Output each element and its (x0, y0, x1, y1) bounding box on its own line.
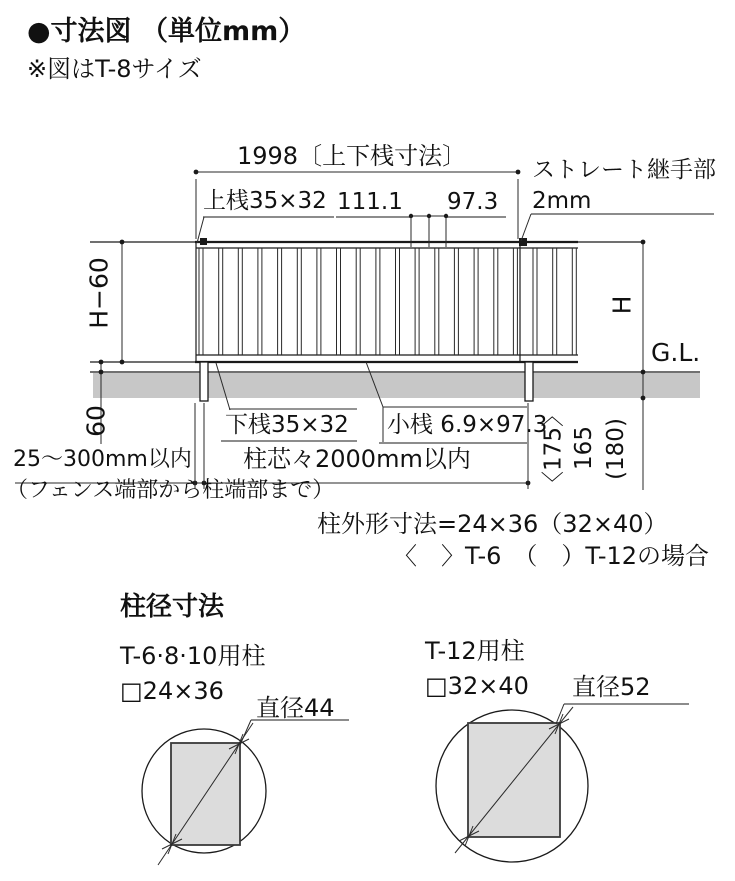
label-ground: G.L. (651, 338, 701, 367)
right-post-circle-diagram (436, 704, 689, 862)
note-end-distance: （フェンス端部から柱端部まで） (6, 478, 335, 503)
fence-panel (90, 238, 643, 362)
right-post-diameter: 直径52 (572, 673, 651, 701)
note-post-size-line1: 柱外形寸法=24×36（32×40） (317, 510, 668, 538)
dim-rail-length: 1998〔上下桟寸法〕 (237, 142, 467, 170)
dim-end-distance: 25～300mm以内 (13, 447, 192, 472)
dim-embed-t8: 165 (571, 426, 597, 470)
label-top-rail: 上桟35×32 (203, 188, 327, 214)
ground-band (93, 373, 700, 398)
left-post-diameter: 直径44 (256, 694, 335, 722)
joint-marker-right (519, 238, 527, 246)
left-post-title: T-6·8·10用柱 (120, 642, 266, 670)
page-title: ●寸法図 （単位mm） (27, 16, 306, 47)
label-bottom-rail: 下桟35×32 (225, 412, 349, 438)
right-post-title: T-12用柱 (425, 637, 525, 665)
dim-clearance: 60 (81, 405, 111, 437)
size-note: ※図はT-8サイズ (27, 55, 202, 83)
left-post-size: □24×36 (120, 677, 224, 705)
right-post-size: □32×40 (425, 672, 529, 700)
dim-post-pitch: 柱芯々2000mm以内 (243, 445, 471, 473)
label-slat: 小桟 6.9×97.3 (387, 412, 548, 438)
note-post-size-line2: 〈 〉T-6 （ ）T-12の場合 (393, 542, 710, 570)
left-post-circle-diagram (142, 720, 349, 865)
post-section-heading: 柱径寸法 (120, 592, 225, 622)
dim-embed-t12: (180) (603, 418, 629, 480)
dim-slat-pitch: 111.1 (337, 189, 403, 215)
label-joint-line2: 2mm (532, 188, 592, 214)
label-joint-line1: ストレート継手部 (532, 157, 716, 183)
dim-height: H (607, 295, 637, 315)
joint-marker-left (200, 238, 207, 245)
dim-embed-t6: 〈175〉 (540, 404, 567, 494)
dim-slat-gap: 97.3 (447, 189, 499, 215)
dim-height-minus60: H−60 (84, 257, 114, 329)
